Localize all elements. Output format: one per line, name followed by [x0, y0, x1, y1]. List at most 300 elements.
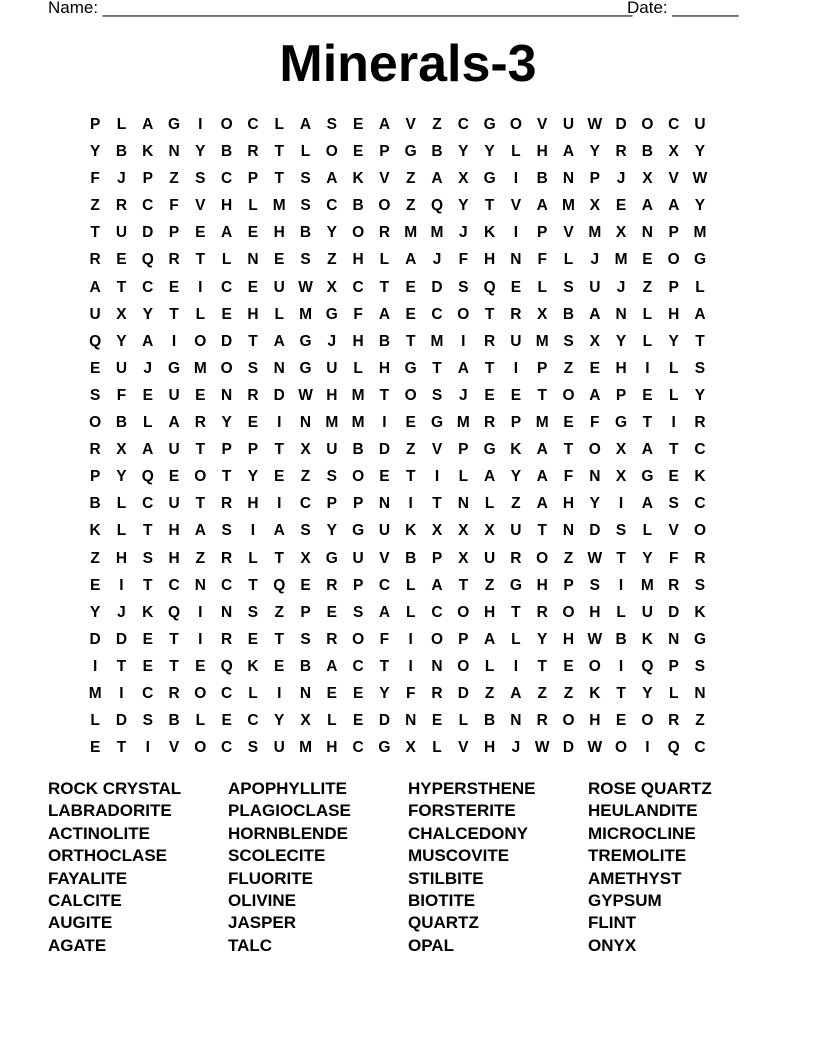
grid-letter: L — [642, 332, 653, 350]
grid-letter: E — [352, 684, 364, 702]
grid-letter: A — [221, 224, 233, 242]
grid-letter: O — [562, 712, 575, 730]
name-field-label: Name: ________________________________________________________ — [48, 0, 633, 17]
grid-letter: C — [221, 278, 233, 296]
grid-letter: O — [588, 657, 601, 675]
grid-letter: S — [352, 603, 364, 621]
grid-letter: U — [510, 522, 522, 540]
grid-letter: P — [247, 441, 259, 459]
grid-letter: B — [299, 224, 312, 242]
grid-letter: F — [537, 251, 547, 269]
grid-letter: L — [221, 251, 232, 269]
grid-letter: G — [299, 332, 312, 350]
grid-letter: U — [326, 441, 338, 459]
grid-letter: C — [694, 441, 706, 459]
grid-letter: P — [352, 495, 364, 513]
word-list-item: MICROCLINE — [588, 823, 696, 843]
grid-letter: H — [326, 739, 338, 757]
grid-letter: E — [142, 657, 153, 675]
grid-letter: G — [641, 468, 654, 486]
grid-letter: T — [195, 441, 206, 459]
grid-letter: T — [432, 495, 442, 513]
grid-letter: B — [89, 495, 101, 513]
grid-letter: N — [378, 495, 391, 513]
grid-letter: T — [248, 576, 258, 594]
grid-letter: Z — [405, 170, 416, 188]
grid-letter: F — [379, 630, 390, 648]
grid-letter: P — [142, 170, 153, 188]
word-list-item: AMETHYST — [588, 868, 682, 888]
grid-letter: T — [379, 386, 390, 404]
grid-letter: D — [589, 522, 601, 540]
grid-letter: J — [327, 332, 337, 350]
grid-letter: K — [405, 522, 417, 540]
grid-letter: S — [326, 468, 337, 486]
word-list-item: TALC — [228, 935, 273, 955]
grid-letter: Q — [89, 332, 102, 350]
grid-letter: E — [221, 712, 232, 730]
grid-letter: E — [116, 251, 127, 269]
grid-letter: E — [221, 305, 232, 323]
grid-letter: F — [590, 414, 600, 432]
grid-letter: E — [247, 414, 259, 432]
grid-letter: B — [352, 441, 364, 459]
grid-letter: E — [89, 359, 101, 377]
grid-letter: H — [615, 359, 627, 377]
grid-letter: Z — [484, 684, 495, 702]
grid-letter: A — [378, 116, 391, 133]
grid-letter: S — [563, 278, 574, 296]
grid-letter: I — [198, 630, 203, 648]
grid-letter: K — [510, 441, 522, 459]
grid-letter: J — [117, 170, 126, 188]
grid-letter: G — [168, 359, 181, 377]
grid-letter: I — [513, 170, 519, 188]
grid-letter: Y — [642, 684, 653, 702]
grid-letter: R — [668, 576, 680, 594]
grid-letter: T — [616, 684, 626, 702]
grid-letter: G — [325, 549, 338, 567]
grid-letter: A — [431, 170, 443, 188]
grid-letter: H — [536, 576, 548, 594]
grid-letter: V — [537, 116, 548, 133]
grid-letter: D — [115, 712, 128, 730]
grid-letter: I — [277, 414, 282, 432]
grid-letter: E — [484, 386, 495, 404]
grid-letter: O — [457, 305, 470, 323]
grid-letter: A — [694, 305, 706, 323]
grid-letter: B — [378, 332, 391, 350]
grid-letter: O — [641, 116, 654, 133]
grid-letter: H — [168, 549, 180, 567]
grid-letter: E — [615, 712, 627, 730]
grid-letter: S — [89, 386, 101, 404]
grid-letter: Y — [589, 495, 600, 513]
grid-letter: R — [615, 143, 627, 161]
grid-letter: M — [430, 332, 444, 350]
grid-letter: L — [405, 576, 416, 594]
grid-letter: L — [248, 684, 258, 702]
grid-letter: S — [615, 522, 627, 540]
grid-letter: P — [458, 441, 469, 459]
grid-letter: U — [589, 278, 601, 296]
grid-letter: X — [116, 441, 127, 459]
grid-letter: G — [325, 305, 338, 323]
grid-letter: F — [353, 305, 363, 323]
grid-letter: H — [484, 739, 496, 757]
grid-letter: D — [431, 278, 443, 296]
grid-letter: K — [484, 224, 496, 242]
grid-letter: T — [484, 305, 495, 323]
grid-letter: X — [458, 549, 469, 567]
grid-letter: I — [408, 630, 413, 648]
grid-letter: T — [695, 332, 705, 350]
grid-letter: W — [534, 739, 550, 757]
grid-letter: L — [668, 359, 679, 377]
grid-letter: W — [692, 170, 708, 188]
grid-letter: A — [142, 116, 154, 133]
grid-letter: M — [430, 224, 444, 242]
grid-letter: P — [537, 224, 548, 242]
word-list-item: FLINT — [588, 913, 637, 933]
grid-letter: P — [668, 657, 679, 675]
grid-letter: P — [89, 468, 101, 486]
grid-letter: A — [326, 170, 338, 188]
grid-letter: J — [616, 278, 626, 296]
grid-letter: U — [562, 116, 575, 133]
grid-letter: U — [168, 495, 180, 513]
grid-letter: L — [143, 414, 153, 432]
grid-letter: Y — [379, 684, 390, 702]
grid-letter: D — [378, 712, 391, 730]
grid-letter: N — [194, 576, 206, 594]
grid-letter: Z — [90, 549, 100, 567]
grid-letter: J — [590, 251, 600, 269]
grid-letter: U — [641, 603, 653, 621]
grid-letter: G — [430, 414, 444, 432]
grid-letter: C — [431, 603, 443, 621]
grid-letter: A — [536, 468, 548, 486]
grid-letter: X — [668, 143, 679, 161]
grid-letter: L — [642, 305, 653, 323]
grid-letter: F — [90, 170, 100, 188]
grid-letter: Q — [168, 603, 181, 621]
grid-letter: V — [510, 197, 522, 215]
grid-letter: E — [168, 468, 180, 486]
grid-letter: T — [274, 630, 284, 648]
grid-letter: E — [642, 386, 653, 404]
grid-letter: V — [405, 116, 416, 133]
grid-letter: T — [668, 441, 679, 459]
grid-letter: A — [194, 522, 206, 540]
grid-letter: K — [352, 170, 364, 188]
grid-letter: Y — [694, 386, 706, 404]
grid-letter: E — [431, 712, 443, 730]
grid-letter: Y — [116, 332, 127, 350]
grid-letter: L — [274, 116, 284, 133]
grid-letter: S — [668, 495, 679, 513]
grid-letter: N — [589, 468, 601, 486]
grid-letter: D — [457, 684, 469, 702]
word-list-item: ROCK CRYSTAL — [48, 779, 182, 798]
grid-letter: R — [115, 197, 128, 215]
grid-letter: O — [641, 712, 654, 730]
grid-letter: E — [642, 251, 653, 269]
grid-letter: E — [195, 386, 206, 404]
grid-letter: P — [668, 278, 679, 296]
word-list-item: ORTHOCLASE — [48, 846, 167, 866]
grid-letter: X — [458, 170, 469, 188]
grid-letter: G — [483, 170, 496, 188]
grid-letter: X — [589, 332, 600, 350]
grid-letter: G — [693, 251, 706, 269]
grid-letter: C — [694, 739, 706, 757]
word-list-item: JASPER — [228, 913, 297, 933]
grid-letter: B — [115, 414, 128, 432]
grid-letter: M — [272, 197, 286, 215]
grid-letter: F — [116, 386, 127, 404]
grid-letter: B — [431, 143, 443, 161]
grid-letter: H — [484, 251, 496, 269]
grid-letter: G — [483, 441, 496, 459]
grid-letter: N — [510, 712, 522, 730]
grid-letter: A — [142, 441, 154, 459]
grid-letter: U — [273, 739, 285, 757]
grid-letter: I — [645, 359, 650, 377]
grid-letter: T — [537, 657, 547, 675]
grid-letter: L — [248, 549, 258, 567]
grid-letter: B — [221, 143, 233, 161]
grid-letter: K — [142, 143, 154, 161]
grid-letter: Q — [273, 576, 286, 594]
grid-letter: N — [510, 251, 522, 269]
grid-letter: F — [458, 251, 469, 269]
grid-letter: C — [247, 116, 259, 133]
grid-letter: P — [668, 224, 679, 242]
grid-letter: G — [509, 576, 522, 594]
grid-letter: L — [668, 684, 679, 702]
grid-letter: E — [326, 603, 337, 621]
grid-letter: T — [143, 522, 153, 540]
grid-letter: C — [352, 739, 364, 757]
grid-letter: X — [615, 224, 627, 242]
grid-letter: A — [641, 441, 653, 459]
grid-letter: E — [168, 278, 180, 296]
grid-letter: R — [536, 712, 548, 730]
grid-letter: L — [327, 712, 337, 730]
grid-letter: G — [352, 522, 365, 540]
grid-letter: L — [248, 197, 258, 215]
grid-letter: E — [142, 386, 153, 404]
grid-letter: L — [668, 386, 679, 404]
grid-letter: B — [615, 630, 627, 648]
grid-letter: E — [352, 143, 364, 161]
grid-letter: U — [273, 278, 285, 296]
grid-letter: R — [247, 386, 259, 404]
grid-letter: I — [434, 468, 440, 486]
grid-letter: R — [668, 712, 680, 730]
grid-letter: T — [563, 441, 574, 459]
grid-letter: A — [405, 251, 417, 269]
grid-letter: C — [221, 576, 233, 594]
grid-letter: E — [195, 224, 206, 242]
grid-letter: B — [115, 143, 128, 161]
grid-letter: Z — [563, 359, 574, 377]
grid-letter: Y — [458, 197, 469, 215]
grid-letter: N — [615, 305, 627, 323]
grid-letter: S — [247, 739, 259, 757]
grid-letter: P — [300, 603, 311, 621]
word-list-item: LABRADORITE — [48, 801, 172, 821]
grid-letter: X — [300, 441, 311, 459]
grid-letter: C — [457, 116, 469, 133]
grid-letter: E — [379, 468, 390, 486]
grid-letter: R — [221, 495, 233, 513]
grid-letter: I — [513, 224, 519, 242]
grid-letter: L — [695, 278, 705, 296]
grid-letter: A — [299, 116, 312, 133]
grid-letter: T — [484, 197, 495, 215]
grid-letter: U — [352, 549, 364, 567]
grid-letter: D — [378, 441, 391, 459]
grid-letter: K — [694, 603, 706, 621]
grid-letter: D — [668, 603, 680, 621]
grid-letter: C — [378, 576, 391, 594]
grid-letter: O — [693, 522, 706, 540]
grid-letter: E — [405, 278, 416, 296]
word-list-item: FAYALITE — [48, 868, 128, 888]
grid-letter: L — [484, 657, 495, 675]
grid-letter: P — [537, 359, 548, 377]
grid-letter: N — [457, 495, 469, 513]
grid-letter: F — [169, 197, 179, 215]
grid-letter: Z — [563, 684, 574, 702]
grid-letter: K — [247, 657, 259, 675]
word-list-item: STILBITE — [408, 868, 484, 888]
word-list-item: HYPERSTHENE — [408, 779, 536, 798]
grid-letter: I — [618, 495, 624, 513]
grid-letter: E — [142, 630, 153, 648]
grid-letter: V — [458, 739, 469, 757]
grid-letter: A — [510, 684, 522, 702]
grid-letter: S — [300, 251, 311, 269]
word-list-item: AGATE — [48, 935, 107, 955]
grid-letter: N — [221, 603, 233, 621]
grid-letter: E — [300, 576, 311, 594]
grid-letter: O — [325, 143, 338, 161]
grid-letter: O — [352, 468, 365, 486]
grid-letter: I — [119, 576, 124, 594]
header — [48, 0, 748, 20]
grid-letter: A — [536, 495, 548, 513]
grid-letter: X — [615, 441, 627, 459]
grid-letter: V — [668, 522, 679, 540]
grid-letter: O — [562, 386, 575, 404]
grid-letter: H — [352, 332, 364, 350]
grid-letter: H — [562, 495, 575, 513]
grid-letter: L — [511, 143, 521, 161]
grid-letter: J — [616, 170, 626, 188]
grid-letter: S — [300, 197, 311, 215]
grid-letter: C — [352, 657, 364, 675]
grid-letter: W — [587, 116, 603, 133]
grid-letter: V — [668, 170, 679, 188]
grid-letter: L — [484, 495, 495, 513]
grid-letter: Y — [274, 712, 285, 730]
grid-letter: N — [299, 684, 312, 702]
grid-letter: Z — [90, 197, 100, 215]
word-list-item: ROSE QUARTZ — [588, 779, 712, 798]
grid-letter: D — [89, 630, 101, 648]
grid-letter: A — [457, 359, 469, 377]
grid-letter: U — [326, 359, 338, 377]
grid-letter: P — [563, 576, 574, 594]
grid-letter: Z — [642, 278, 653, 296]
grid-letter: D — [562, 739, 575, 757]
grid-letter: Y — [195, 143, 206, 161]
grid-letter: R — [484, 414, 496, 432]
grid-letter: E — [405, 414, 416, 432]
date-field-label: Date: _______ — [627, 0, 739, 17]
grid-letter: Y — [537, 630, 548, 648]
grid-letter: H — [115, 549, 128, 567]
grid-letter: L — [432, 739, 442, 757]
grid-letter: Y — [247, 468, 259, 486]
grid-letter: L — [353, 359, 363, 377]
grid-letter: V — [379, 549, 390, 567]
page-title: Minerals-3 — [279, 35, 537, 93]
grid-letter: T — [616, 549, 626, 567]
grid-letter: P — [352, 576, 364, 594]
grid-letter: Y — [116, 468, 127, 486]
grid-letter: I — [461, 332, 466, 350]
grid-letter: T — [143, 576, 153, 594]
grid-letter: Y — [221, 414, 232, 432]
grid-letter: E — [510, 386, 522, 404]
grid-letter: M — [404, 224, 418, 242]
grid-letter: O — [194, 468, 207, 486]
grid-letter: I — [513, 359, 519, 377]
grid-letter: P — [221, 441, 232, 459]
grid-letter: I — [277, 495, 282, 513]
grid-letter: N — [562, 170, 575, 188]
grid-letter: E — [615, 197, 627, 215]
grid-letter: A — [378, 603, 391, 621]
grid-letter: C — [221, 684, 233, 702]
grid-letter: E — [326, 684, 337, 702]
grid-letter: I — [198, 278, 203, 296]
grid-letter: S — [195, 170, 206, 188]
grid-letter: O — [430, 630, 444, 648]
grid-letter: T — [405, 468, 416, 486]
grid-letter: N — [273, 359, 285, 377]
word-list — [48, 778, 768, 957]
grid-letter: Q — [483, 278, 496, 296]
grid-letter: X — [642, 170, 653, 188]
grid-letter: S — [142, 549, 153, 567]
grid-letter: T — [642, 414, 653, 432]
grid-letter: C — [299, 495, 312, 513]
grid-letter: H — [326, 386, 338, 404]
grid-letter: Q — [141, 251, 154, 269]
grid-letter: I — [408, 495, 413, 513]
grid-letter: M — [614, 251, 628, 269]
grid-letter: V — [195, 197, 206, 215]
grid-letter: E — [589, 359, 600, 377]
grid-letter: Z — [300, 468, 311, 486]
word-list-item: ACTINOLITE — [48, 823, 150, 843]
grid-letter: U — [168, 386, 180, 404]
